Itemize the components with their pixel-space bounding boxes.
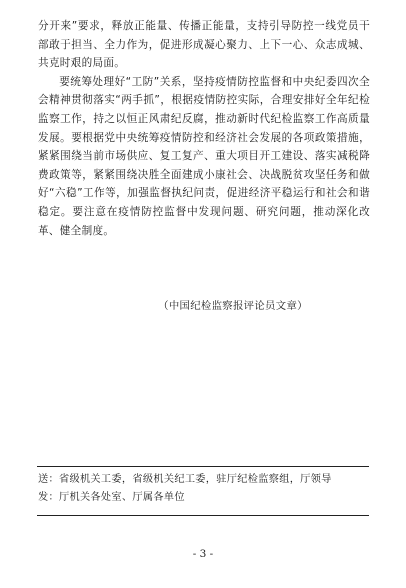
page-number: - 3 -: [192, 548, 214, 560]
distribution-top-rule: [37, 466, 369, 467]
paragraph-continued: 分开来”要求，释放正能量、传播正能量，支持引导防控一线党员干部敢于担当、全力作为，促进形成凝心聚力、上下一心、众志成城、共克时艰的局面。: [38, 20, 370, 70]
body-text: [38, 17, 370, 240]
distribution-list: [38, 471, 370, 508]
distribution-bottom-rule: [37, 515, 369, 516]
article-source: [0, 297, 406, 312]
article-source-text: （中国纪检监察报评论员文章）: [158, 300, 308, 312]
paragraph-work-balance: 要统筹处理好“工防”关系，坚持疫情防控监督和中央纪委四次全会精神贯彻落实“两手抓”，根据疫情防控实际，合理安排好全年纪检监察工作，持之以恒正风肃纪反腐，推动新时代纪检监察工作高质量发展。要根据党中央统筹疫情防控和经济社会发展的各项政策措施，紧紧围绕当前市场供应、复工复产、重大项目开工建设、落实减税降费政策等，紧紧围绕决胜全面建成小康社会、决战脱贫攻坚任务和做好“六稳”工作等，加强监督执纪问责，促进经济平稳运行和社会和谐稳定。要注意在疫情防控监督中发现问题、研究问题，推动深化改革、健全制度。: [38, 75, 370, 237]
distribution-line-2: 发：厅机关各处室、厅属各单位: [38, 492, 185, 504]
distribution-line-1: 送：省级机关工委，省级机关纪工委，驻厅纪检监察组，厅领导: [38, 474, 332, 485]
